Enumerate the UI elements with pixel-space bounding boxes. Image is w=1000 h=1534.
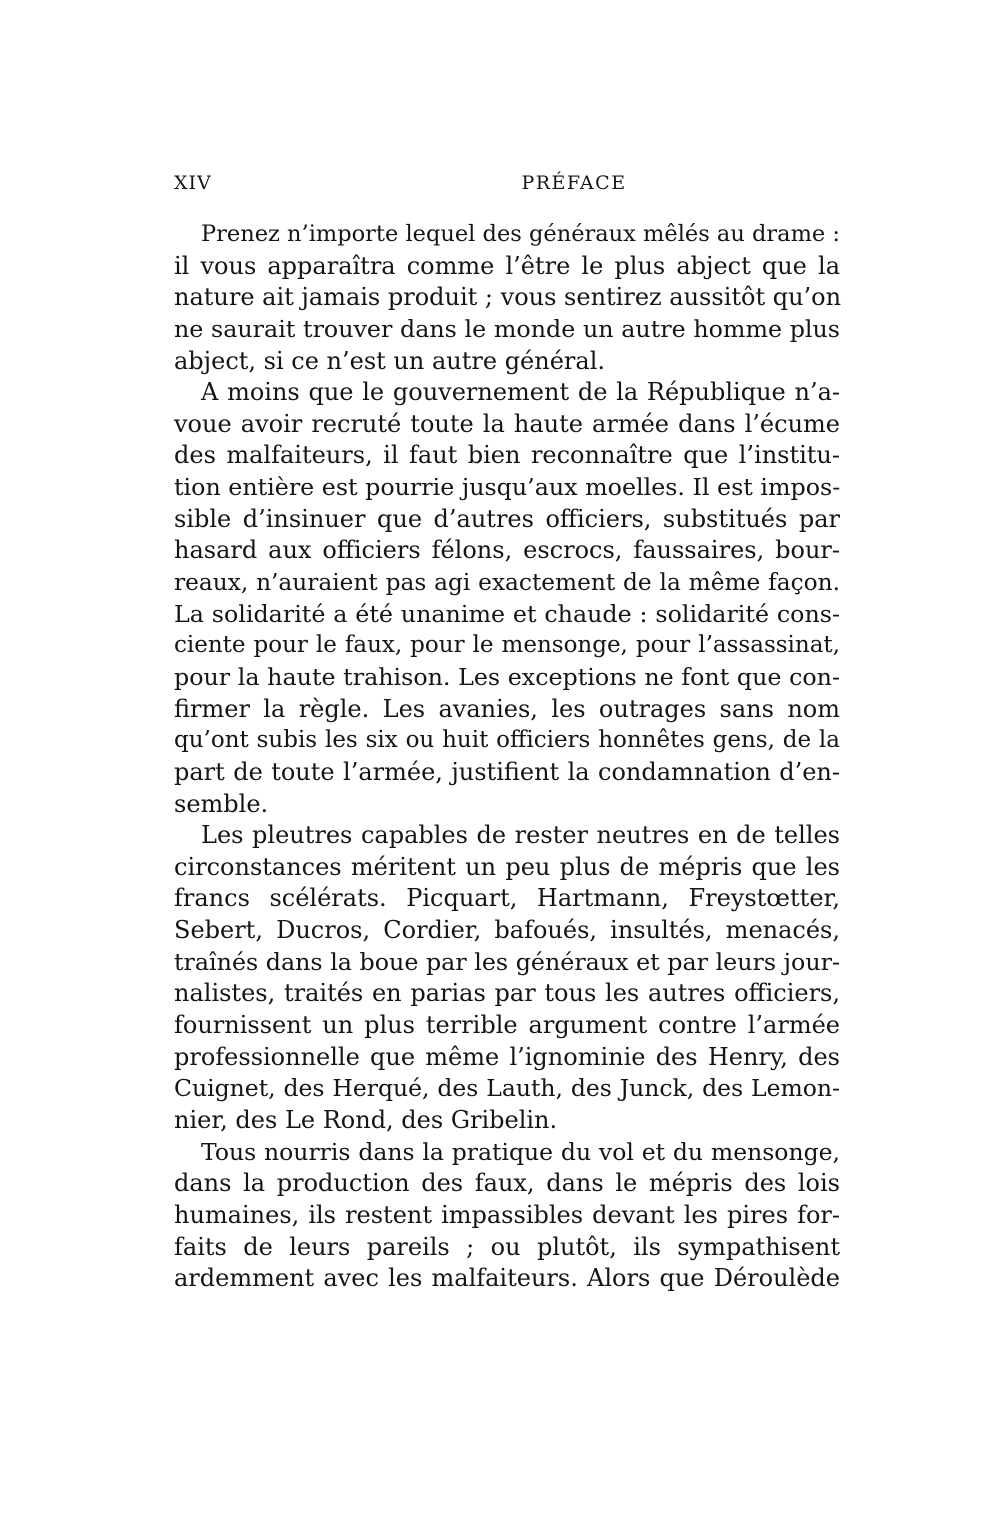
text-line: Prenez n’importe lequel des généraux mêlés au drame : [201, 221, 840, 247]
text-line: professionnelle que même l’ignominie des Henry, des [174, 1042, 840, 1071]
text-line: fournissent un plus terrible argument contre l’armée [174, 1011, 840, 1040]
text-line: faits de leurs pareils ; ou plutôt, ils sympathisent [174, 1232, 840, 1261]
text-line: dans la production des faux, dans le mépris des lois [174, 1169, 840, 1198]
text-line: Tous nourris dans la pratique du vol et du mensonge, [201, 1137, 840, 1166]
text-line: tion entière est pourrie jusqu’aux moelles. Il est impos- [174, 473, 841, 502]
text-line: ciente pour le faux, pour le mensonge, pour l’assassinat, [174, 632, 840, 659]
text-line: des malfaiteurs, il faut bien reconnaître que l’institu- [174, 441, 840, 470]
text-line: ardemment avec les malfaiteurs. Alors que Déroulède [174, 1264, 840, 1293]
text-line: Les pleutres capables de rester neutres en de telles [201, 821, 840, 850]
text-line: ne saurait trouver dans le monde un autre homme plus [174, 314, 840, 343]
text-line: francs scélérats. Picquart, Hartmann, Freystœtter, [174, 884, 840, 913]
text-line: nalistes, traités en parias par tous les autres officiers, [174, 979, 840, 1008]
text-line: abject, si ce n’est un autre général. [174, 346, 606, 375]
text-line: semble. [174, 789, 269, 818]
text-line: il vous apparaîtra comme l’être le plus abject que la [174, 251, 840, 280]
text-line: A moins que le gouvernement de la République n’a- [201, 378, 840, 407]
body-text [174, 219, 840, 1295]
text-line: firmer la règle. Les avanies, les outrages sans nom [174, 694, 840, 723]
page-header [174, 172, 840, 206]
text-line: La solidarité a été unanime et chaude : solidarité cons- [174, 599, 840, 628]
text-line: nature ait jamais produit ; vous sentirez aussitôt qu’on [174, 283, 842, 312]
text-line: nier, des Le Rond, des Gribelin. [174, 1105, 558, 1134]
text-line: hasard aux officiers félons, escrocs, faussaires, bour- [174, 536, 840, 565]
text-line: Cuignet, des Herqué, des Lauth, des Junck, des Lemon- [174, 1074, 840, 1103]
text-line: circonstances méritent un peu plus de mépris que les [174, 852, 840, 881]
text-line: sible d’insinuer que d’autres officiers, substitués par [174, 504, 840, 533]
text-line: reaux, n’auraient pas agi exactement de la même façon. [174, 569, 840, 597]
text-line: traînés dans la boue par les généraux et par leurs jour- [174, 947, 840, 976]
text-line: voue avoir recruté toute la haute armée dans l’écume [174, 409, 840, 438]
page-number: XIV [174, 172, 212, 194]
text-line: qu’ont subis les six ou huit officiers honnêtes gens, de la [174, 727, 840, 754]
text-line: humaines, ils restent impassibles devant les pires for- [174, 1200, 840, 1229]
running-head: PRÉFACE [521, 172, 627, 194]
text-line: Sebert, Ducros, Cordier, bafoués, insultés, menacés, [174, 916, 840, 945]
text-line: part de toute l’armée, justifient la condamnation d’en- [174, 757, 840, 786]
text-line: pour la haute trahison. Les exceptions ne font que con- [174, 662, 840, 691]
